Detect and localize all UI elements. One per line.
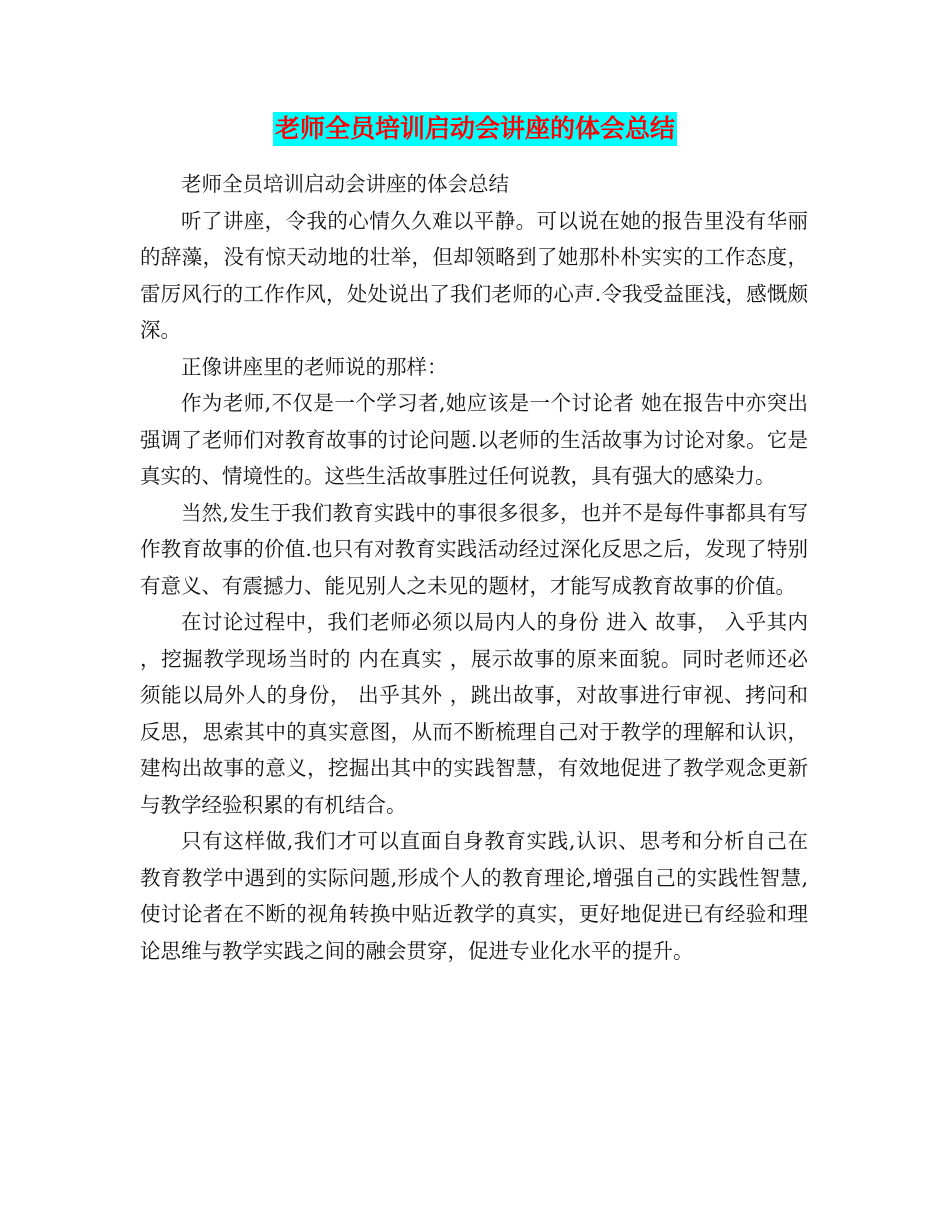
title-container [0, 112, 950, 146]
paragraph: 正像讲座里的老师说的那样： [181, 354, 448, 379]
document-title: 老师全员培训启动会讲座的体会总结 [273, 112, 677, 146]
paragraph-subtitle: 老师全员培训启动会讲座的体会总结 [181, 172, 509, 196]
paragraph: 当然,发生于我们教育实践中的事很多很多，也并不是每件事都具有写作教育故事的价值.也只有对教育实践活动经过深化反思之后，发现了特别有意义、有震撼力、能见别人之未见的题材，才能写成教育故事的价值。 [140, 500, 808, 598]
paragraph: 听了讲座，令我的心情久久难以平静。可以说在她的报告里没有华丽的辞藻，没有惊天动地的壮举，但却领略到了她那朴朴实实的工作态度，雷厉风行的工作作风，处处说出了我们老师的心声.令我受益匪浅，感慨颇深。 [140, 208, 808, 342]
document-body [140, 166, 808, 969]
paragraph: 只有这样做,我们才可以直面自身教育实践,认识、思考和分析自己在教育教学中遇到的实际问题,形成个人的教育理论,增强自己的实践性智慧,使讨论者在不断的视角转换中贴近教学的真实，更好地促进已有经验和理论思维与教学实践之间的融会贯穿，促进专业化水平的提升。 [140, 829, 808, 963]
paragraph: 在讨论过程中，我们老师必须以局内人的身份 进入 故事， 入乎其内 ，挖掘教学现场当时的 内在真实 ，展示故事的原来面貌。同时老师还必须能以局外人的身份， 出乎其外 ，跳出故事，对故事进行审视、拷问和反思，思索其中的真实意图，从而不断梳理自己对于教学的理解和认识，建构出故事的意义，挖掘出其中的实践智慧，有效地促进了教学观念更新与教学经验积累的有机结合。 [140, 610, 808, 817]
paragraph: 作为老师,不仅是一个学习者,她应该是一个讨论者 她在报告中亦突出强调了老师们对教育故事的讨论问题.以老师的生活故事为讨论对象。它是真实的、情境性的。这些生活故事胜过任何说教，具有强大的感染力。 [140, 391, 808, 488]
